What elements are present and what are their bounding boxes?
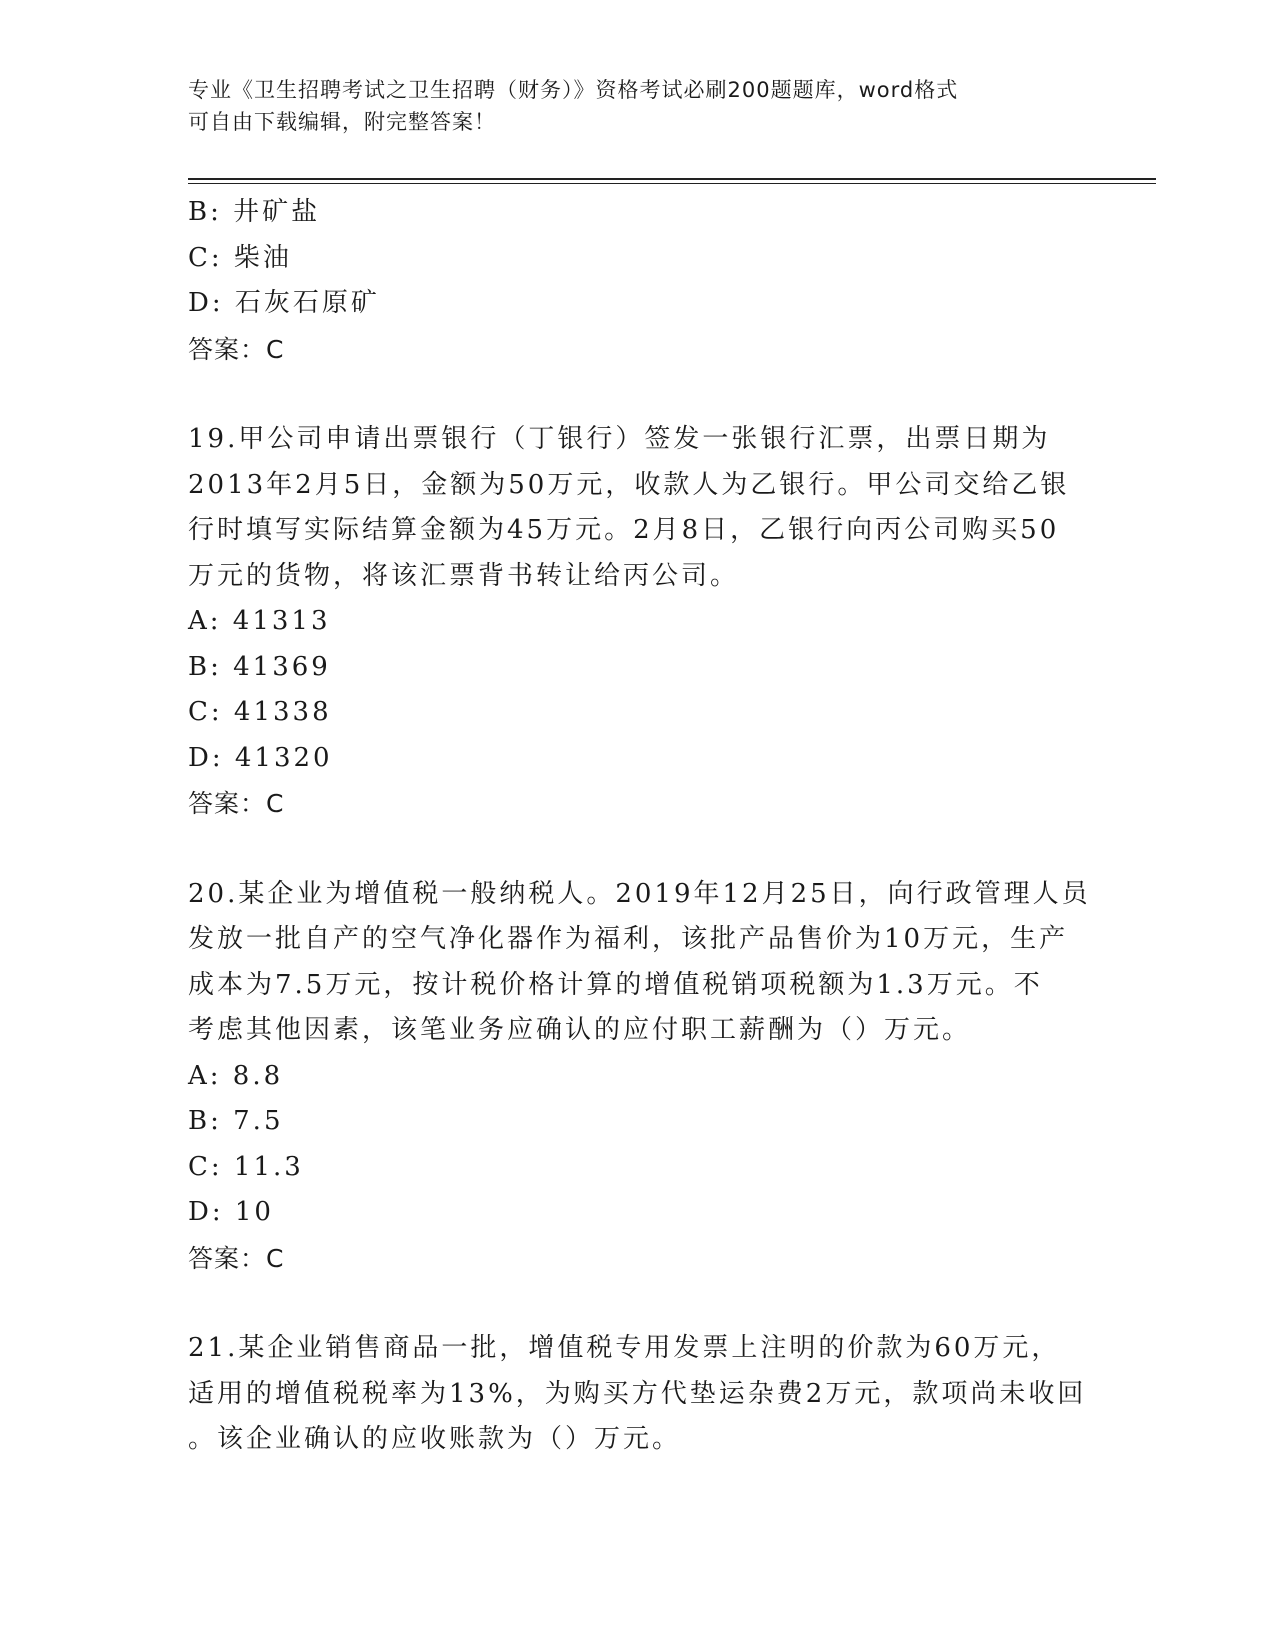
option-d: D: 41320: [188, 742, 333, 773]
question-stem-line: 考虑其他因素，该笔业务应确认的应付职工薪酬为（）万元。: [188, 1015, 972, 1045]
option-b: B: 41369: [188, 651, 331, 682]
question-stem-line: 发放一批自产的空气净化器作为福利，该批产品售价为10万元，生产: [188, 924, 1069, 954]
spacer: [188, 372, 1088, 417]
option-a: A: 8.8: [188, 1060, 284, 1091]
option-c: C: 41338: [188, 697, 332, 727]
question-19: [188, 417, 1088, 827]
answer-line: 答案：C: [188, 1243, 285, 1273]
question-stem-line: 。该企业确认的应收账款为（）万元。: [188, 1424, 682, 1454]
question-stem-line: 行时填写实际结算金额为45万元。2月8日，乙银行向丙公司购买50: [188, 515, 1060, 545]
option-d: D: 10: [188, 1197, 274, 1227]
answer-line: 答案：C: [188, 789, 285, 818]
question-stem-line: 2013年2月5日，金额为50万元，收款人为乙银行。甲公司交给乙银: [188, 469, 1070, 500]
header-line-1: 专业《卫生招聘考试之卫生招聘（财务）》资格考试必刷200题题库，word格式: [188, 78, 959, 102]
question-18-tail: [188, 190, 1088, 372]
spacer: [188, 827, 1088, 872]
question-stem-line: 20.某企业为增值税一般纳税人。2019年12月25日，向行政管理人员: [188, 878, 1091, 909]
question-stem-line: 万元的货物，将该汇票背书转让给丙公司。: [188, 560, 740, 591]
option-b: B: 7.5: [188, 1106, 284, 1136]
option-c: C: 柴油: [188, 242, 292, 273]
question-list: [188, 190, 1091, 1463]
header-line-2: 可自由下载编辑，附完整答案！: [188, 110, 496, 134]
option-b: B: 井矿盐: [188, 197, 321, 227]
question-21: [188, 1326, 1088, 1463]
option-d: D: 石灰石原矿: [188, 288, 380, 318]
document-header: [188, 74, 1088, 138]
question-stem-line: 适用的增值税税率为13%，为购买方代垫运杂费2万元，款项尚未收回: [188, 1378, 1087, 1409]
answer-line: 答案：C: [188, 334, 285, 364]
option-a: A: 41313: [188, 606, 331, 636]
question-stem-line: 21.某企业销售商品一批，增值税专用发票上注明的价款为60万元，: [188, 1333, 1061, 1363]
header-rule-thick: [188, 178, 1156, 180]
option-c: C: 11.3: [188, 1151, 304, 1182]
question-stem-line: 成本为7.5万元，按计税价格计算的增值税销项税额为1.3万元。不: [188, 969, 1043, 1000]
question-20: [188, 872, 1091, 1282]
spacer: [188, 1281, 1088, 1326]
question-stem-line: 19.甲公司申请出票银行（丁银行）签发一张银行汇票，出票日期为: [188, 424, 1051, 454]
header-rule-thin: [188, 183, 1156, 184]
